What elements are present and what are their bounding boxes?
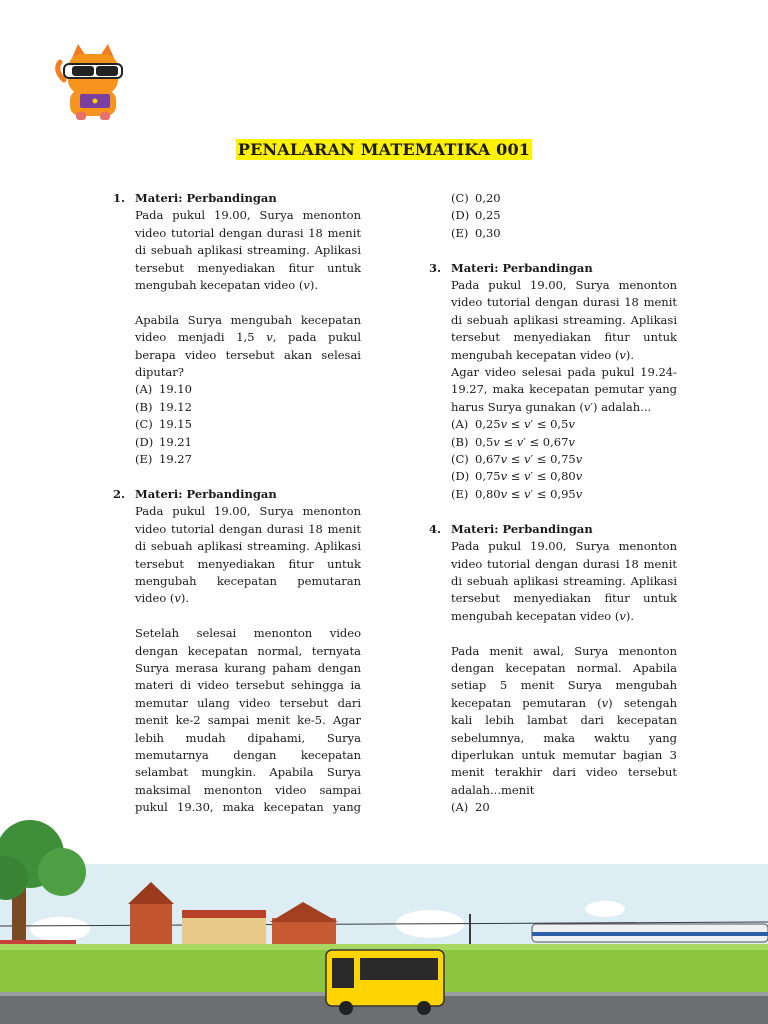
option	[135, 399, 361, 416]
cat-mascot-logo	[50, 40, 130, 124]
option-text: 19.10	[159, 382, 192, 397]
option-text: 0,75𝑣 ≤ 𝑣′ ≤ 0,80𝑣	[475, 469, 583, 484]
option-text: 19.12	[159, 399, 192, 414]
option-key: (E)	[451, 486, 469, 501]
option-text: 19.15	[159, 417, 192, 432]
question-1	[113, 190, 361, 468]
question-number: 2.	[113, 486, 126, 501]
question-topic: Materi: Perbandingan	[451, 521, 593, 536]
question-paragraph: Setelah selesai menonton video dengan kecepatan normal, ternyata Surya merasa kurang paham dengan materi di video tersebut sehingga ia memutar ulang video tersebut dari menit ke-2 sampai menit ke-5. Agar lebih mudah dipahami, Surya memutarnya dengan kecepatan selambat mungkin. Apabila Surya maksimal menonton video sampai pukul 19.30, maka kecepatan yang	[135, 626, 361, 815]
option-key: (D)	[451, 469, 470, 484]
option-text: 0,67𝑣 ≤ 𝑣′ ≤ 0,75𝑣	[475, 452, 583, 467]
title-text: PENALARAN MATEMATIKA 001	[237, 140, 531, 159]
option-key: (A)	[135, 382, 153, 397]
option-key: (C)	[451, 191, 469, 205]
question-number: 1.	[113, 191, 126, 205]
option-text: 19.27	[159, 452, 192, 467]
option-key: (B)	[451, 434, 469, 449]
option-text: 0,20	[475, 191, 501, 205]
question-2-continued	[451, 190, 677, 242]
option	[451, 486, 677, 503]
option-text: 20	[475, 800, 490, 815]
option	[451, 225, 677, 242]
option-text: 0,25𝑣 ≤ 𝑣′ ≤ 0,5𝑣	[475, 417, 575, 432]
option-text: 0,5𝑣 ≤ 𝑣′ ≤ 0,67𝑣	[475, 434, 575, 449]
question-3	[429, 260, 677, 504]
question-number: 4.	[429, 521, 442, 536]
option-text: 19.21	[159, 434, 192, 449]
left-column	[113, 190, 361, 886]
option-key: (D)	[451, 208, 470, 223]
option	[135, 451, 361, 468]
option	[451, 434, 677, 451]
option	[451, 451, 677, 468]
right-column	[429, 190, 677, 869]
question-topic: Materi: Perbandingan	[135, 486, 277, 501]
option-key: (C)	[135, 417, 153, 432]
page-title	[0, 140, 768, 159]
option	[451, 190, 677, 207]
option	[135, 434, 361, 451]
question-2	[113, 486, 361, 869]
option-key: (A)	[451, 800, 469, 815]
question-topic: Materi: Perbandingan	[451, 260, 593, 275]
bus-icon	[326, 950, 444, 1015]
option	[135, 381, 361, 398]
option-text: 0,80𝑣 ≤ 𝑣′ ≤ 0,95𝑣	[475, 486, 583, 501]
question-number: 3.	[429, 260, 442, 275]
question-paragraph: Pada pukul 19.00, Surya menonton video tutorial dengan durasi 18 menit di sebuah aplikasi streaming. Aplikasi tersebut menyediakan fitur untuk mengubah kecepatan pemutaran video (𝑣).	[135, 504, 361, 606]
option-key: (A)	[451, 417, 469, 432]
city-scene-illustration	[0, 814, 768, 1024]
question-paragraph: Pada pukul 19.00, Surya menonton video tutorial dengan durasi 18 menit di sebuah aplikasi streaming. Aplikasi tersebut menyediakan fitur untuk mengubah kecepatan video (𝑣).	[451, 278, 677, 362]
option	[451, 416, 677, 433]
question-paragraph: Agar video selesai pada pukul 19.24-19.27, maka kecepatan pemutar yang harus Surya gunakan (𝑣′) adalah...	[451, 365, 677, 414]
question-paragraph: Pada pukul 19.00, Surya menonton video tutorial dengan durasi 18 menit di sebuah aplikasi streaming. Aplikasi tersebut menyediakan fitur untuk mengubah kecepatan video (𝑣).	[451, 539, 677, 623]
option	[451, 207, 677, 224]
question-topic: Materi: Perbandingan	[135, 191, 277, 205]
option-key: (E)	[451, 225, 469, 240]
option-key: (D)	[135, 434, 154, 449]
question-4	[429, 521, 677, 852]
option	[451, 468, 677, 485]
option-key: (B)	[135, 399, 153, 414]
question-paragraph: Pada menit awal, Surya menonton dengan kecepatan normal. Apabila setiap 5 menit Surya mengubah kecepatan pemutaran (𝑣) setengah kali lebih lambat dari kecepatan sebelumnya, maka waktu yang diperlukan untuk memutar bagian 3 menit terakhir dari video tersebut adalah...menit	[451, 643, 677, 797]
option-text: 0,30	[475, 225, 501, 240]
question-paragraph: Pada pukul 19.00, Surya menonton video tutorial dengan durasi 18 menit di sebuah aplikasi streaming. Aplikasi tersebut menyediakan fitur untuk mengubah kecepatan video (𝑣).	[135, 208, 361, 293]
train-icon	[532, 924, 768, 942]
option	[135, 416, 361, 433]
question-paragraph: Apabila Surya mengubah kecepatan video menjadi 1,5 𝑣, pada pukul berapa video tersebut akan selesai diputar?	[135, 312, 361, 380]
option-text: 0,25	[475, 208, 501, 223]
option-key: (C)	[451, 452, 469, 467]
option-key: (E)	[135, 452, 153, 467]
